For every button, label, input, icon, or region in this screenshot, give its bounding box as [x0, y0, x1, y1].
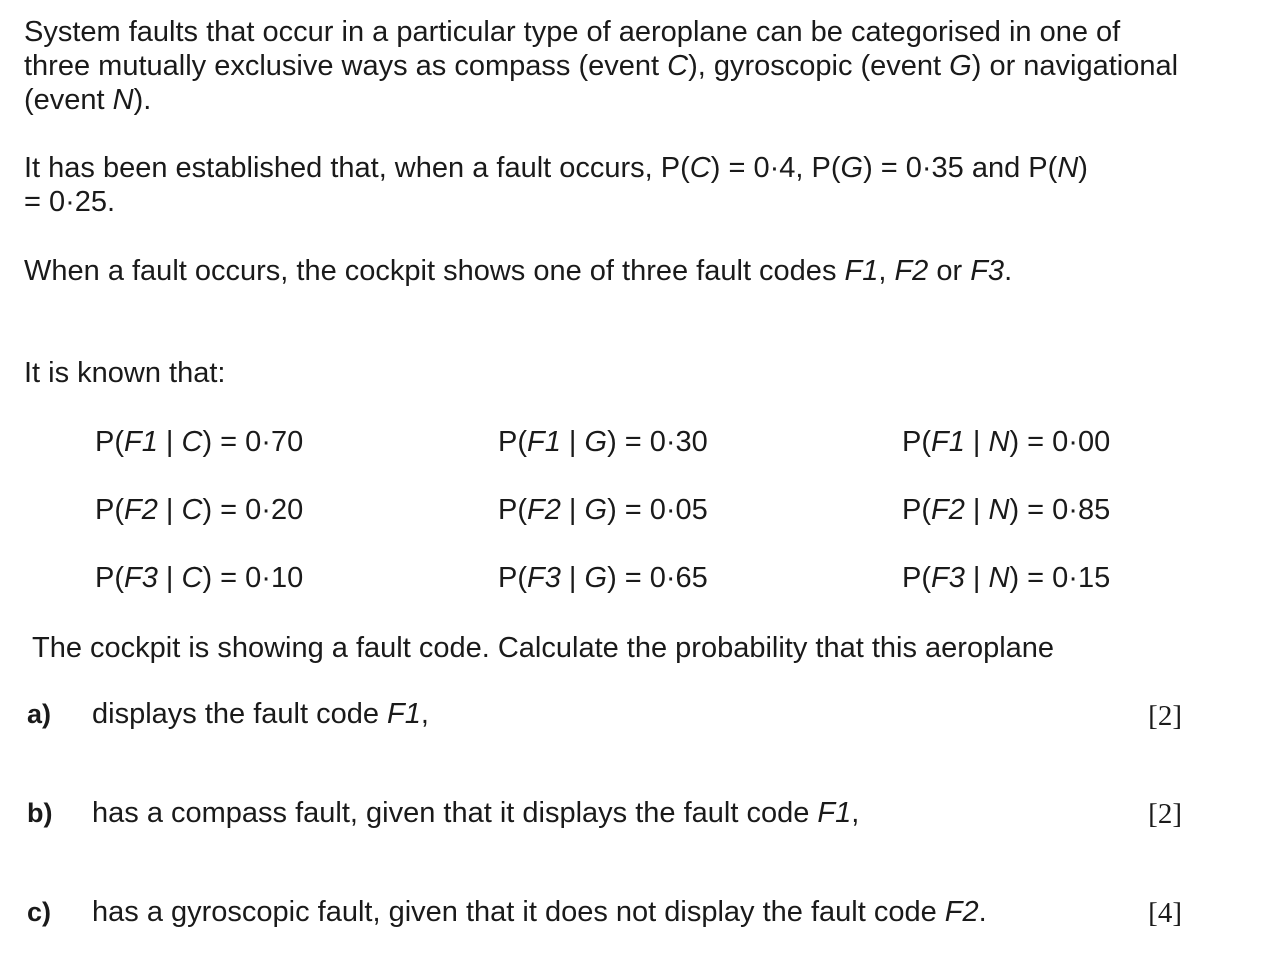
code-f2: F2 [894, 255, 929, 287]
question-c-marks: [4] [1148, 897, 1182, 929]
text: System faults that occur in a particular type of aeroplane can be categorised in one of three mutually exclusive ways as compass (event [24, 16, 1121, 82]
text: When a fault occurs, the cockpit shows one of three fault codes [24, 255, 845, 287]
text: ) = 0·35 and P( [863, 152, 1058, 184]
question-b-text: has a compass fault, given that it displays the fault code F1, [92, 797, 860, 829]
question-a-label: a) [27, 699, 52, 729]
conditional-f1-n: P(F1 | N) = 0·00 [902, 426, 1111, 458]
event-n: N [1057, 152, 1079, 184]
known-heading: It is known that: [24, 357, 226, 389]
text: ), gyroscopic (event [688, 50, 950, 82]
conditional-f2-c: P(F2 | C) = 0·20 [95, 494, 304, 526]
text: It has been established that, when a fault occurs, P( [24, 152, 690, 184]
conditional-f1-g: P(F1 | G) = 0·30 [498, 426, 708, 458]
conditional-f3-g: P(F3 | G) = 0·65 [498, 562, 708, 594]
event-c: C [667, 50, 689, 82]
conditional-f3-c: P(F3 | C) = 0·10 [95, 562, 304, 594]
text: . [1004, 255, 1013, 287]
question-a-marks: [2] [1148, 700, 1182, 732]
event-n: N [112, 84, 134, 116]
code-f1: F1 [844, 255, 879, 287]
question-c-label: c) [27, 897, 52, 927]
intro-paragraph-3 [24, 254, 1224, 288]
event-c: C [689, 152, 711, 184]
text: ). [133, 84, 152, 116]
event-g: G [840, 152, 864, 184]
conditional-f3-n: P(F3 | N) = 0·15 [902, 562, 1111, 594]
conditional-f2-n: P(F2 | N) = 0·85 [902, 494, 1111, 526]
text: ) = 0·25. [24, 152, 1088, 218]
text: ) or navigational (event [24, 50, 1179, 116]
intro-paragraph-2 [24, 151, 1104, 219]
question-a-text: displays the fault code F1, [92, 698, 429, 730]
text: ) = 0·4, P( [710, 152, 841, 184]
event-g: G [949, 50, 972, 82]
text: or [928, 255, 971, 287]
question-stem: The cockpit is showing a fault code. Calculate the probability that this aeroplane [32, 632, 1055, 664]
conditional-f2-g: P(F2 | G) = 0·05 [498, 494, 708, 526]
question-c-text: has a gyroscopic fault, given that it does not display the fault code F2. [92, 896, 987, 928]
question-b-marks: [2] [1148, 798, 1182, 830]
intro-paragraph-1 [24, 15, 1184, 117]
code-f3: F3 [970, 255, 1005, 287]
conditional-f1-c: P(F1 | C) = 0·70 [95, 426, 304, 458]
text: , [878, 255, 895, 287]
question-b-label: b) [27, 798, 53, 828]
